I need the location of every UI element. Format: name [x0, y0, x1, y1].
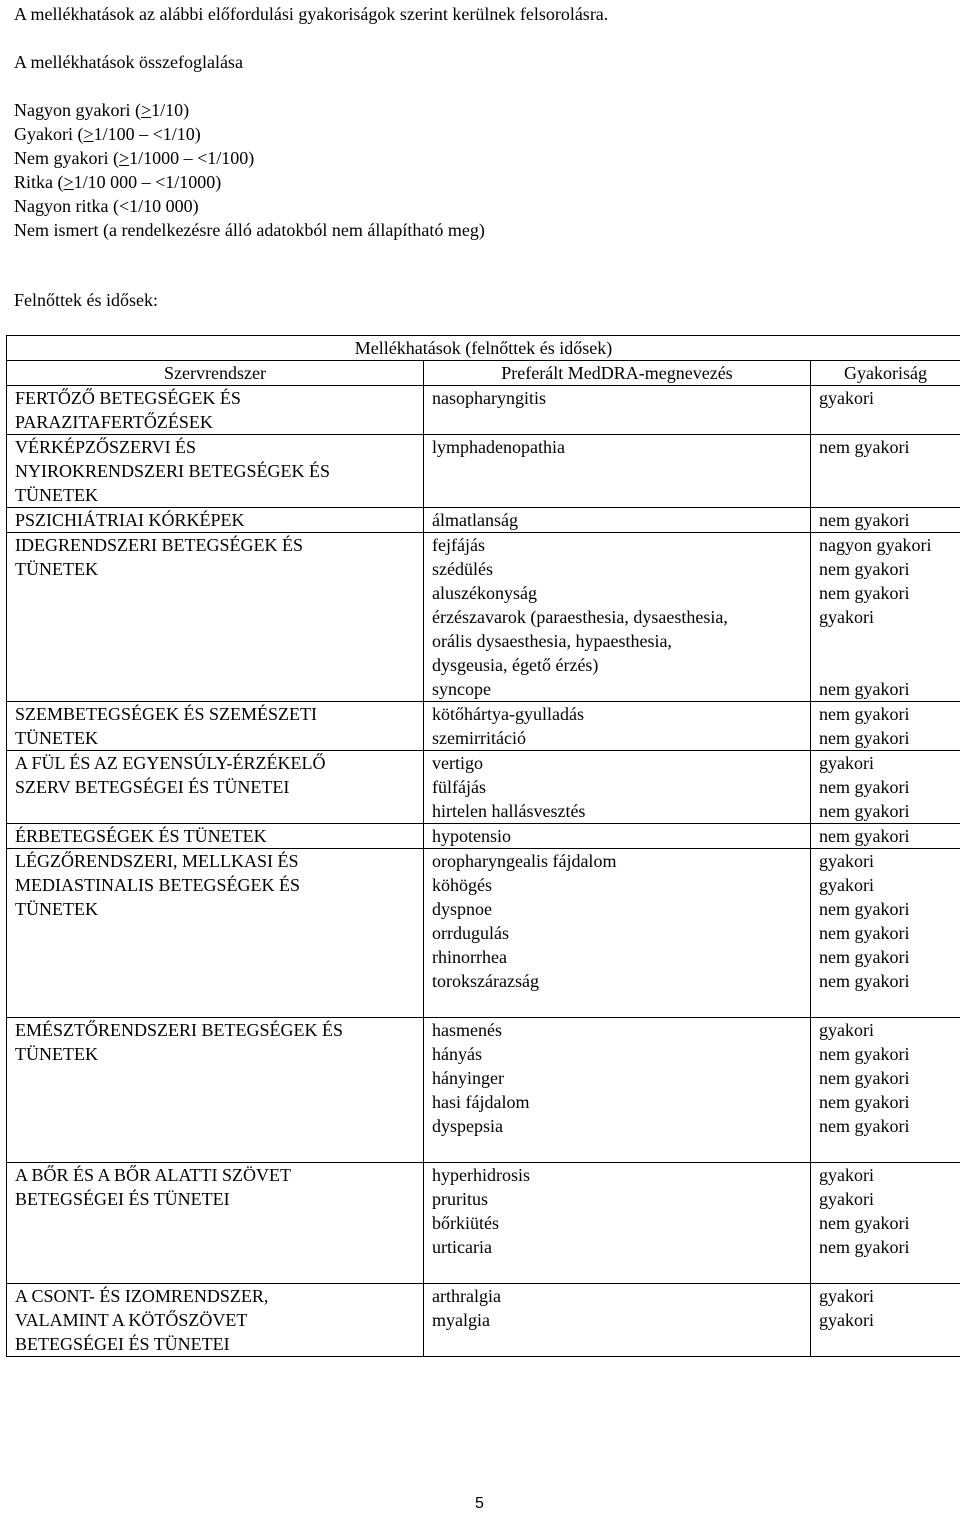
- meddra-term-line: urticaria: [432, 1235, 810, 1259]
- frequency-line: nem gyakori: [819, 677, 960, 701]
- header-frequency: Gyakoriság: [811, 361, 960, 386]
- system-organ-class-line: TÜNETEK: [15, 483, 423, 507]
- frequency-line: nem gyakori: [819, 824, 960, 848]
- frequency-item: [14, 218, 485, 242]
- system-organ-class-line: BETEGSÉGEI ÉS TÜNETEI: [15, 1332, 423, 1356]
- header-term: Preferált MedDRA-megnevezés: [424, 361, 811, 386]
- meddra-term: [424, 824, 811, 849]
- frequency: [811, 702, 960, 751]
- frequency-label: Gyakori (: [14, 124, 83, 144]
- table-row: [7, 508, 960, 533]
- system-organ-class-line: TÜNETEK: [15, 726, 423, 750]
- frequency: [811, 1163, 960, 1284]
- system-organ-class-line: MEDIASTINALIS BETEGSÉGEK ÉS: [15, 873, 423, 897]
- meddra-term-line: pruritus: [432, 1187, 810, 1211]
- frequency-line: nem gyakori: [819, 1090, 960, 1114]
- system-organ-class: [7, 824, 424, 849]
- frequency-line: gyakori: [819, 1308, 960, 1332]
- frequency-line: nem gyakori: [819, 799, 960, 823]
- frequency-line: gyakori: [819, 1284, 960, 1308]
- meddra-term-line: álmatlanság: [432, 508, 810, 532]
- frequency-line: gyakori: [819, 1163, 960, 1187]
- system-organ-class-line: TÜNETEK: [15, 1042, 423, 1066]
- meddra-term-line: érzészavarok (paraesthesia, dysaesthesia,: [432, 605, 810, 629]
- meddra-term-line: bőrkiütés: [432, 1211, 810, 1235]
- frequency-list: [14, 98, 485, 242]
- meddra-term-line: orrdugulás: [432, 921, 810, 945]
- meddra-term-line: arthralgia: [432, 1284, 810, 1308]
- spacer: [15, 1259, 423, 1283]
- frequency-line: nem gyakori: [819, 1114, 960, 1138]
- table-row: [7, 702, 960, 751]
- frequency: [811, 751, 960, 824]
- meddra-term-line: aluszékonyság: [432, 581, 810, 605]
- meddra-term-line: dysgeusia, égető érzés): [432, 653, 810, 677]
- meddra-term-line: dyspnoe: [432, 897, 810, 921]
- frequency-range: 1/100 – <1/10): [94, 124, 201, 144]
- frequency-line: nagyon gyakori: [819, 533, 960, 557]
- frequency-line: gyakori: [819, 873, 960, 897]
- meddra-term: [424, 386, 811, 435]
- meddra-term-line: lymphadenopathia: [432, 435, 810, 459]
- system-organ-class: [7, 533, 424, 702]
- frequency-range: 1/10 000 – <1/1000): [74, 172, 222, 192]
- frequency: [811, 1284, 960, 1357]
- frequency-line: nem gyakori: [819, 1211, 960, 1235]
- spacer: [15, 969, 423, 993]
- frequency-line: nem gyakori: [819, 775, 960, 799]
- meddra-term: [424, 849, 811, 1018]
- spacer: [15, 1090, 423, 1114]
- system-organ-class: [7, 1018, 424, 1163]
- frequency-line: nem gyakori: [819, 1066, 960, 1090]
- meddra-term: [424, 1018, 811, 1163]
- frequency-line: gyakori: [819, 605, 960, 629]
- page-number: 5: [475, 1492, 484, 1516]
- meddra-term-line: kötőhártya-gyulladás: [432, 702, 810, 726]
- system-organ-class-line: NYIROKRENDSZERI BETEGSÉGEK ÉS: [15, 459, 423, 483]
- frequency-line: nem gyakori: [819, 581, 960, 605]
- frequency-label: Nem gyakori (: [14, 148, 119, 168]
- frequency-line: nem gyakori: [819, 435, 960, 459]
- frequency-line: gyakori: [819, 1018, 960, 1042]
- system-organ-class-line: A BŐR ÉS A BŐR ALATTI SZÖVET: [15, 1163, 423, 1187]
- system-organ-class-line: A FÜL ÉS AZ EGYENSÚLY-ÉRZÉKELŐ: [15, 751, 423, 775]
- system-organ-class-line: PARAZITAFERTŐZÉSEK: [15, 410, 423, 434]
- meddra-term-line: vertigo: [432, 751, 810, 775]
- table-row: [7, 751, 960, 824]
- meddra-term-line: hypotensio: [432, 824, 810, 848]
- meddra-term-line: torokszárazság: [432, 969, 810, 993]
- frequency-item: [14, 122, 485, 146]
- meddra-term-line: dyspepsia: [432, 1114, 810, 1138]
- frequency-line: nem gyakori: [819, 557, 960, 581]
- frequency-line: gyakori: [819, 1187, 960, 1211]
- spacer: [15, 921, 423, 945]
- ge-symbol: >: [64, 172, 74, 192]
- table-caption: Mellékhatások (felnőttek és idősek): [7, 336, 960, 361]
- population-heading: Felnőttek és idősek:: [14, 288, 158, 312]
- frequency-line: nem gyakori: [819, 508, 960, 532]
- system-organ-class-line: LÉGZŐRENDSZERI, MELLKASI ÉS: [15, 849, 423, 873]
- system-organ-class-line: PSZICHIÁTRIAI KÓRKÉPEK: [15, 508, 423, 532]
- frequency-label: Nem ismert (a rendelkezésre álló adatokból nem állapítható meg): [14, 220, 485, 240]
- system-organ-class-line: EMÉSZTŐRENDSZERI BETEGSÉGEK ÉS: [15, 1018, 423, 1042]
- adverse-reactions-table: [6, 335, 960, 1357]
- meddra-term: [424, 508, 811, 533]
- system-organ-class: [7, 435, 424, 508]
- header-system: Szervrendszer: [7, 361, 424, 386]
- meddra-term-line: hányás: [432, 1042, 810, 1066]
- meddra-term: [424, 751, 811, 824]
- frequency: [811, 508, 960, 533]
- meddra-term-line: nasopharyngitis: [432, 386, 810, 410]
- system-organ-class: [7, 1163, 424, 1284]
- spacer: [15, 993, 423, 1017]
- frequency-line: [819, 653, 960, 677]
- frequency-line: gyakori: [819, 751, 960, 775]
- frequency-item: [14, 146, 485, 170]
- frequency-line: gyakori: [819, 386, 960, 410]
- frequency: [811, 435, 960, 508]
- system-organ-class: [7, 386, 424, 435]
- system-organ-class-line: TÜNETEK: [15, 897, 423, 921]
- ge-symbol: >: [83, 124, 93, 144]
- ge-symbol: >: [141, 100, 151, 120]
- system-organ-class-line: IDEGRENDSZERI BETEGSÉGEK ÉS: [15, 533, 423, 557]
- frequency: [811, 824, 960, 849]
- table-row: [7, 1018, 960, 1163]
- system-organ-class-line: VALAMINT A KÖTŐSZÖVET: [15, 1308, 423, 1332]
- frequency: [811, 386, 960, 435]
- system-organ-class-line: ÉRBETEGSÉGEK ÉS TÜNETEK: [15, 824, 423, 848]
- system-organ-class-line: SZERV BETEGSÉGEI ÉS TÜNETEI: [15, 775, 423, 799]
- spacer: [15, 945, 423, 969]
- frequency-item: [14, 170, 485, 194]
- frequency-line: [819, 629, 960, 653]
- table-row: [7, 1284, 960, 1357]
- frequency-label: Nagyon gyakori (: [14, 100, 141, 120]
- table-row: [7, 849, 960, 1018]
- frequency-item: [14, 194, 485, 218]
- table-row: [7, 435, 960, 508]
- meddra-term-line: myalgia: [432, 1308, 810, 1332]
- spacer: [15, 1114, 423, 1138]
- meddra-term-line: fejfájás: [432, 533, 810, 557]
- meddra-term: [424, 1163, 811, 1284]
- frequency-line: nem gyakori: [819, 1042, 960, 1066]
- spacer: [15, 1235, 423, 1259]
- meddra-term-line: köhögés: [432, 873, 810, 897]
- frequency-line: nem gyakori: [819, 1235, 960, 1259]
- ge-symbol: >: [119, 148, 129, 168]
- frequency-line: gyakori: [819, 849, 960, 873]
- system-organ-class: [7, 508, 424, 533]
- meddra-term-line: fülfájás: [432, 775, 810, 799]
- meddra-term: [424, 533, 811, 702]
- frequency-line: nem gyakori: [819, 921, 960, 945]
- system-organ-class-line: BETEGSÉGEI ÉS TÜNETEI: [15, 1187, 423, 1211]
- meddra-term-line: szemirritáció: [432, 726, 810, 750]
- meddra-term-line: oropharyngealis fájdalom: [432, 849, 810, 873]
- meddra-term-line: rhinorrhea: [432, 945, 810, 969]
- frequency-range: 1/1000 – <1/100): [129, 148, 254, 168]
- meddra-term-line: orális dysaesthesia, hypaesthesia,: [432, 629, 810, 653]
- system-organ-class: [7, 1284, 424, 1357]
- table-row: [7, 386, 960, 435]
- frequency-line: nem gyakori: [819, 897, 960, 921]
- system-organ-class-line: VÉRKÉPZŐSZERVI ÉS: [15, 435, 423, 459]
- frequency: [811, 1018, 960, 1163]
- system-organ-class: [7, 751, 424, 824]
- meddra-term: [424, 1284, 811, 1357]
- meddra-term: [424, 702, 811, 751]
- frequency: [811, 849, 960, 1018]
- meddra-term: [424, 435, 811, 508]
- system-organ-class-line: TÜNETEK: [15, 557, 423, 581]
- table-row: [7, 1163, 960, 1284]
- frequency-line: nem gyakori: [819, 726, 960, 750]
- meddra-term-line: hyperhidrosis: [432, 1163, 810, 1187]
- system-organ-class: [7, 849, 424, 1018]
- frequency-range: 1/10): [151, 100, 189, 120]
- frequency-line: nem gyakori: [819, 969, 960, 993]
- meddra-term-line: syncope: [432, 677, 810, 701]
- table-caption-row: [7, 336, 960, 361]
- table-body: [7, 386, 960, 1357]
- intro-text: A mellékhatások az alábbi előfordulási gyakoriságok szerint kerülnek felsorolásra.: [14, 2, 608, 26]
- table-row: [7, 533, 960, 702]
- frequency-label: Ritka (: [14, 172, 64, 192]
- frequency-line: nem gyakori: [819, 945, 960, 969]
- spacer: [15, 1066, 423, 1090]
- frequency-line: nem gyakori: [819, 702, 960, 726]
- frequency-item: [14, 98, 485, 122]
- table-header-row: [7, 361, 960, 386]
- meddra-term-line: hasi fájdalom: [432, 1090, 810, 1114]
- frequency: [811, 533, 960, 702]
- spacer: [15, 1138, 423, 1162]
- meddra-term-line: hányinger: [432, 1066, 810, 1090]
- spacer: [15, 1211, 423, 1235]
- system-organ-class-line: SZEMBETEGSÉGEK ÉS SZEMÉSZETI: [15, 702, 423, 726]
- system-organ-class: [7, 702, 424, 751]
- frequency-label: Nagyon ritka (<1/10 000): [14, 196, 199, 216]
- meddra-term-line: hirtelen hallásvesztés: [432, 799, 810, 823]
- system-organ-class-line: A CSONT- ÉS IZOMRENDSZER,: [15, 1284, 423, 1308]
- meddra-term-line: szédülés: [432, 557, 810, 581]
- system-organ-class-line: FERTŐZŐ BETEGSÉGEK ÉS: [15, 386, 423, 410]
- table-row: [7, 824, 960, 849]
- meddra-term-line: hasmenés: [432, 1018, 810, 1042]
- summary-title: A mellékhatások összefoglalása: [14, 50, 243, 74]
